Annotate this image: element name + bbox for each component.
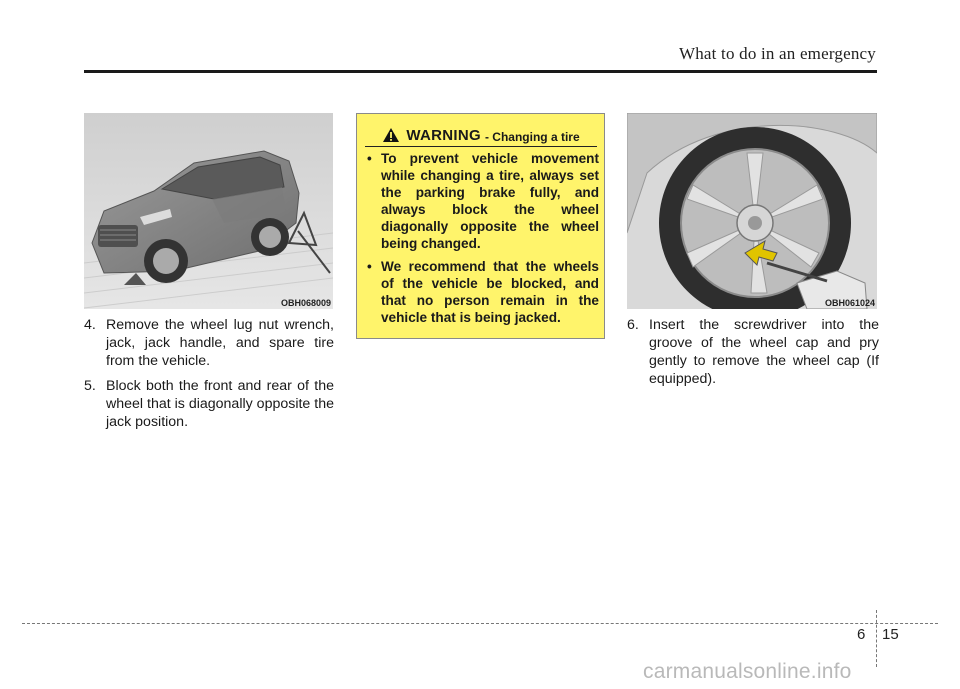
watermark: carmanualsonline.info	[643, 660, 852, 683]
car-illustration	[84, 113, 333, 309]
warning-item	[367, 258, 599, 326]
footer-divider	[876, 610, 877, 667]
step-text: Block both the front and rear of the wheel that is diagonally opposite the jack position.	[106, 378, 334, 430]
step-number: 5.	[84, 378, 96, 394]
step-6	[627, 316, 879, 388]
warning-subtitle: - Changing a tire	[484, 130, 580, 144]
figure-code-right: OBH061024	[824, 298, 875, 308]
step-text: Remove the wheel lug nut wrench, jack, jack handle, and spare tire from the vehicle.	[106, 317, 334, 369]
bullet: •	[367, 259, 372, 274]
step-4	[84, 316, 334, 370]
steps-right	[627, 316, 879, 395]
wheel-cap-figure	[627, 113, 877, 309]
warning-box	[356, 113, 605, 339]
page-number: 15	[882, 626, 899, 643]
wheel-illustration	[627, 113, 877, 309]
footer-rule	[22, 623, 938, 624]
warning-list	[367, 150, 599, 332]
step-number: 6.	[627, 317, 639, 333]
header-rule	[84, 70, 877, 73]
chapter-number: 6	[857, 626, 866, 643]
bullet: •	[367, 151, 372, 166]
warning-header	[365, 123, 597, 147]
page-header-title: What to do in an emergency	[678, 44, 876, 63]
warning-label: WARNING	[406, 127, 481, 144]
figure-code-left: OBH068009	[280, 298, 331, 308]
warning-triangle-icon	[382, 127, 400, 143]
step-text: Insert the screwdriver into the groove of the wheel cap and pry gently to remove the wheel cap (If equipped).	[649, 317, 879, 387]
warning-item-text: To prevent vehicle movement while changing a tire, always set the parking brake fully, and always block the wheel diagonally opposite the wheel being changed.	[381, 151, 599, 251]
warning-item	[367, 150, 599, 252]
step-number: 4.	[84, 317, 96, 333]
warning-item-text: We recommend that the wheels of the vehicle be blocked, and that no person remain in the vehicle that is being jacked.	[381, 259, 599, 325]
step-5	[84, 377, 334, 431]
steps-left	[84, 316, 334, 438]
car-jack-figure	[84, 113, 333, 309]
